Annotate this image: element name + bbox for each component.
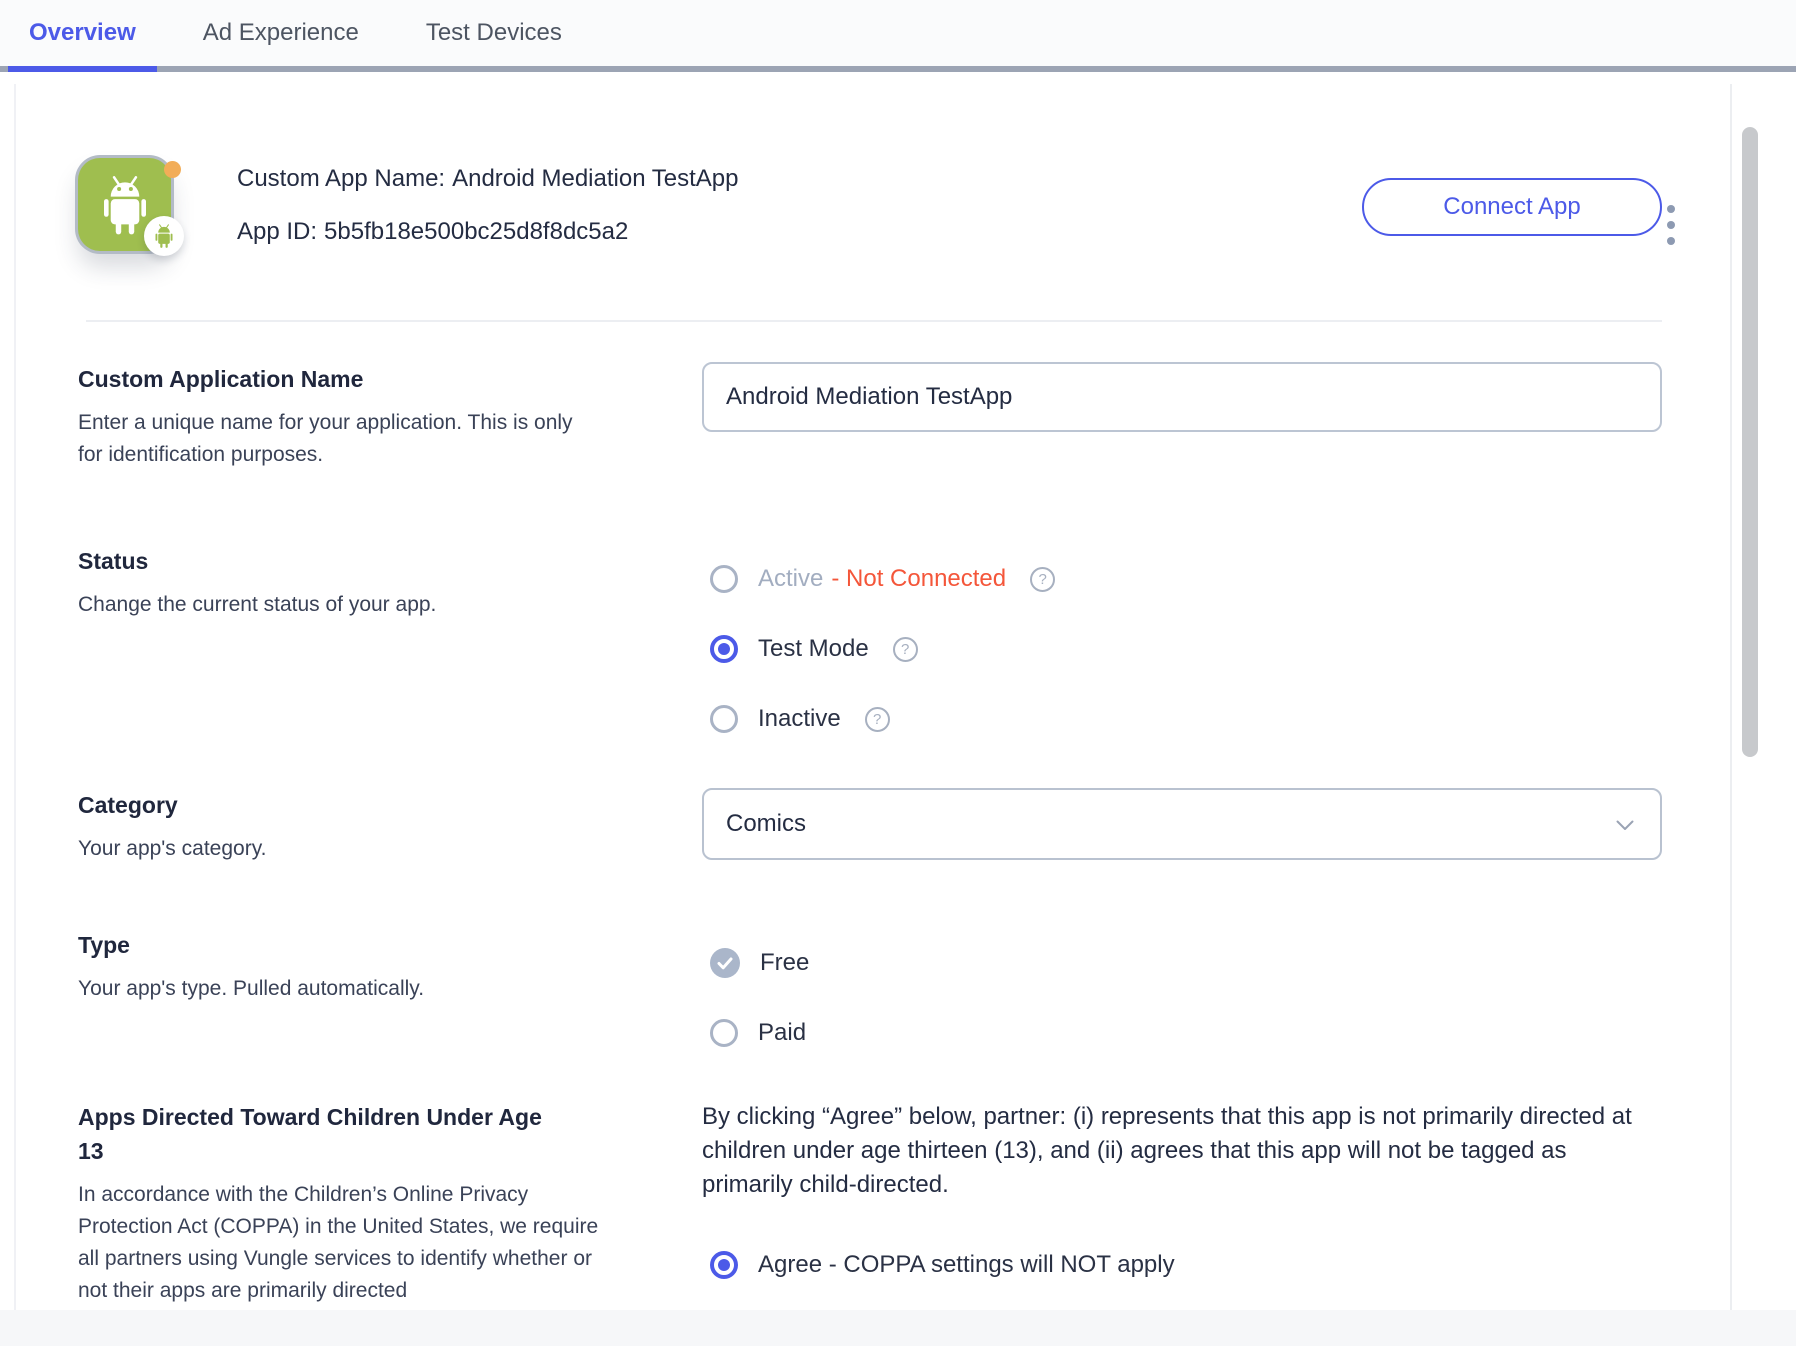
status-not-connected-label: - Not Connected: [831, 565, 1007, 592]
status-dot: [164, 161, 181, 178]
type-options: [702, 928, 1662, 1068]
custom-name-title: Custom Application Name: [78, 366, 364, 392]
status-labels: [78, 544, 702, 754]
status-option-test-mode[interactable]: [710, 614, 1662, 684]
type-description: Your app's type. Pulled automatically.: [78, 977, 425, 1000]
custom-app-name-value: Android Mediation TestApp: [452, 165, 739, 192]
radio-selected-icon[interactable]: [710, 1251, 738, 1279]
status-title: Status: [78, 548, 149, 574]
bottom-band: [0, 1310, 1796, 1346]
app-icon: [78, 158, 171, 251]
status-inactive-label: Inactive: [758, 705, 841, 732]
coppa-description: In accordance with the Children’s Online Privacy Protection Act (COPPA) in the United States, we require all partners using Vungle services to identify whether or not their apps are primarily directed: [78, 1183, 599, 1302]
custom-name-labels: [78, 362, 702, 471]
custom-name-description: Enter a unique name for your application. This is only for identification purposes.: [78, 411, 573, 466]
chevron-down-icon: [1616, 810, 1634, 838]
app-id-line: [237, 218, 739, 246]
coppa-row: [78, 1100, 1662, 1310]
type-free-label: Free: [760, 949, 810, 976]
status-test-mode-label: Test Mode: [758, 635, 869, 662]
status-options: [702, 544, 1662, 754]
tab-test-devices[interactable]: Test Devices: [425, 19, 562, 46]
status-row: [78, 544, 1662, 754]
check-circle-icon: [710, 948, 740, 978]
type-option-free: [710, 928, 1662, 998]
category-select[interactable]: [702, 788, 1662, 860]
status-option-inactive[interactable]: [710, 684, 1662, 754]
type-option-paid: [710, 998, 1662, 1068]
help-icon[interactable]: ?: [1030, 567, 1055, 592]
coppa-labels: [78, 1100, 702, 1310]
status-active-label: Active: [758, 565, 824, 592]
custom-app-name-label: Custom App Name:: [237, 165, 446, 192]
category-title: Category: [78, 792, 178, 818]
type-title: Type: [78, 932, 130, 958]
custom-app-name-line: [237, 165, 739, 193]
type-labels: [78, 928, 702, 1068]
custom-name-row: [78, 362, 1662, 471]
type-row: [78, 928, 1662, 1068]
category-labels: [78, 788, 702, 865]
tab-ad-experience[interactable]: Ad Experience: [202, 19, 359, 46]
radio-selected-icon[interactable]: [710, 635, 738, 663]
connect-app-button[interactable]: Connect App: [1362, 178, 1662, 236]
overview-panel: [14, 84, 1732, 1310]
kebab-menu-icon[interactable]: [1663, 201, 1679, 249]
custom-app-name-input[interactable]: [702, 362, 1662, 432]
vertical-scrollbar[interactable]: [1742, 127, 1758, 757]
status-option-active[interactable]: [710, 544, 1662, 614]
radio-unselected-icon: [710, 1019, 738, 1047]
radio-unselected-icon[interactable]: [710, 565, 738, 593]
coppa-option-agree[interactable]: [710, 1230, 1662, 1300]
category-selected-value: Comics: [726, 810, 807, 837]
category-description: Your app's category.: [78, 837, 267, 860]
android-platform-badge-icon: [144, 216, 184, 256]
status-description: Change the current status of your app.: [78, 593, 437, 616]
tab-bar: [0, 0, 1796, 72]
type-paid-label: Paid: [758, 1019, 807, 1046]
coppa-agree-label: Agree - COPPA settings will NOT apply: [758, 1251, 1175, 1278]
radio-unselected-icon[interactable]: [710, 705, 738, 733]
category-row: [78, 788, 1662, 865]
header-divider: [86, 320, 1662, 322]
app-header: [78, 158, 1662, 251]
tab-overview[interactable]: Overview: [8, 0, 157, 66]
app-id-value: 5b5fb18e500bc25d8f8dc5a2: [324, 218, 629, 245]
coppa-agreement-text: By clicking “Agree” below, partner: (i) represents that this app is not primarily directed at children under age thirteen (13), and (ii) agrees that this app will not be tagged as primarily child-directed.: [702, 1103, 1632, 1198]
help-icon[interactable]: ?: [865, 707, 890, 732]
help-icon[interactable]: ?: [893, 637, 918, 662]
coppa-title: Apps Directed Toward Children Under Age 13: [78, 1104, 542, 1164]
app-id-label: App ID:: [237, 218, 318, 245]
coppa-options: [702, 1230, 1662, 1310]
app-titles: [237, 158, 739, 251]
